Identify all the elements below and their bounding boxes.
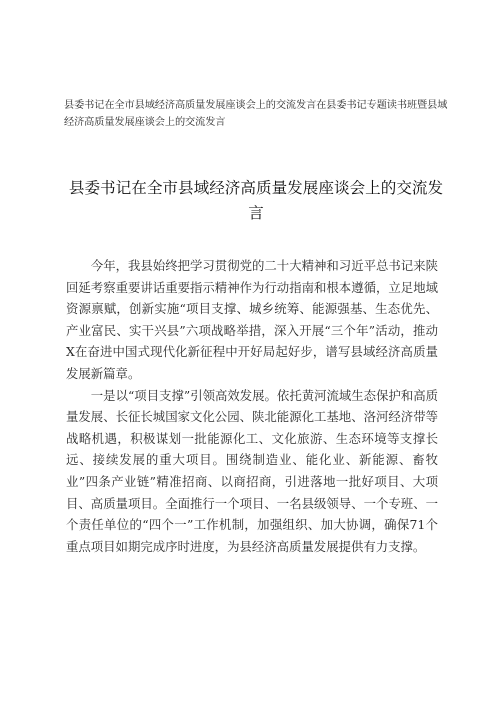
document-title: 县委书记在全市县域经济高质量发展座谈会上的交流发言 xyxy=(68,179,444,222)
document-header: 县委书记在全市县域经济高质量发展座谈会上的交流发言在县委书记专题读书班暨县域经济高质量发展座谈会上的交流发言 xyxy=(64,100,448,128)
body-paragraph: 今年，我县始终把学习贯彻党的二十大精神和习近平总书记来陕回延考察重要讲话重要指示精神作为行动指南和根本遵循，立足地域资源禀赋，创新实施“项目支撑、城乡统筹、能源强基、生态优先、产业富民、实干兴县”六项战略举措，深入开展“三个年”活动，推动X在奋进中国式现代化新征程中开好局起好步，谱写县域经济高质量发展新篇章。 xyxy=(66,258,438,381)
body-paragraph: 一是以“项目支撑”引领高效发展。依托黄河流域生态保护和高质量发展、长征长城国家文化公园、陕北能源化工基地、洛河经济带等战略机遇，积极谋划一批能源化工、文化旅游、生态环境等支撑长远、接续发展的重大项目。围绕制造业、能化业、新能源、畜牧业”四条产业链”精准招商、以商招商，引进落地一批好项目、大项目、高质量项目。全面推行一个项目、一名县级领导、一个专班、一个责任单位的“四个一”工作机制，加强组织、加大协调，确保71个重点项目如期完成序时进度，为县经济高质量发展提供有力支撑。 xyxy=(66,387,439,554)
document-body xyxy=(66,255,438,557)
